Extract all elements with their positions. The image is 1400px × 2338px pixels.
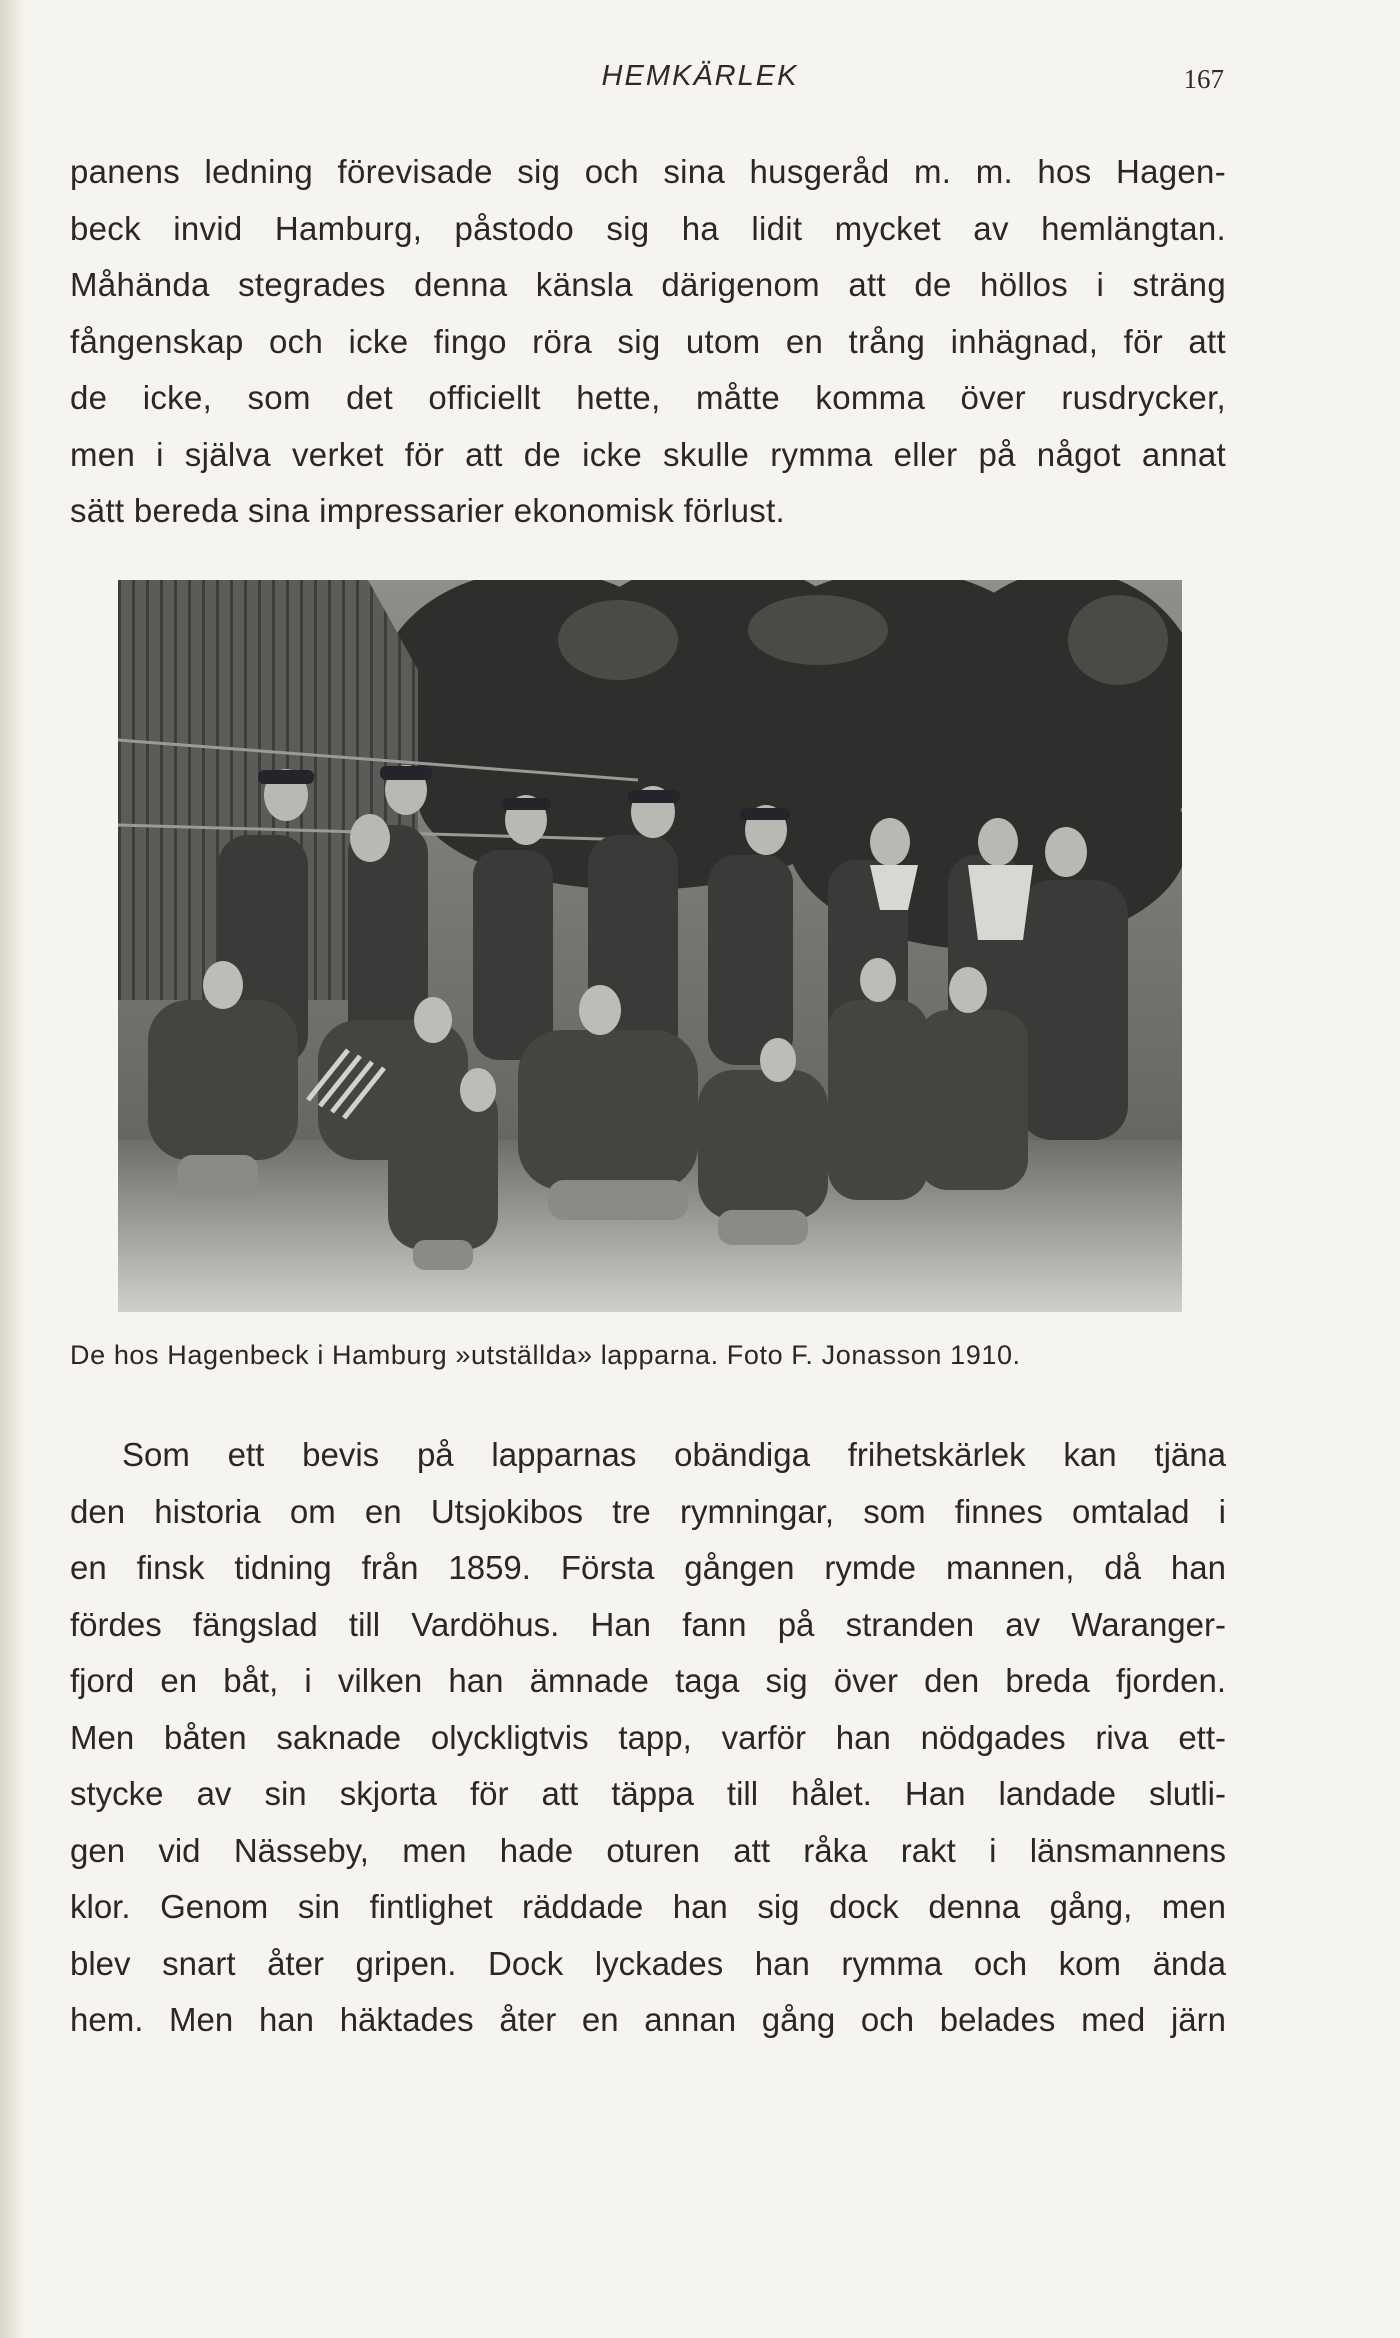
text-line: hem. Men han häktades åter en annan gång och belades med järn bbox=[70, 2001, 1226, 2038]
text-line: stycke av sin skjorta för att täppa till hålet. Han landade slutli- bbox=[70, 1775, 1226, 1812]
text-line: blev snart åter gripen. Dock lyckades han rymma och kom ända bbox=[70, 1944, 1226, 1982]
figure-caption: De hos Hagenbeck i Hamburg »utställda» lapparna. Foto F. Jonasson 1910. bbox=[70, 1340, 1021, 1370]
group-photograph bbox=[118, 580, 1182, 1312]
text-line: beck invid Hamburg, påstodo sig ha lidit mycket av hemlängtan. bbox=[70, 209, 1226, 247]
paragraph-2 bbox=[70, 1427, 1226, 2049]
text-line: men i själva verket för att de icke skulle rymma eller på något annat bbox=[70, 435, 1226, 473]
text-line: Men båten saknade olyckligtvis tapp, varför han nödgades riva ett- bbox=[70, 1718, 1226, 1756]
text-line: fjord en båt, i vilken han ämnade taga sig över den breda fjorden. bbox=[70, 1662, 1226, 1699]
running-title: HEMKÄRLEK bbox=[601, 60, 799, 92]
text-line: gen vid Nässeby, men hade oturen att råka rakt i länsmannens bbox=[70, 1831, 1226, 1869]
text-line: fångenskap och icke fingo röra sig utom en trång inhägnad, för att bbox=[70, 322, 1226, 360]
text-line: en finsk tidning från 1859. Första gången rymde mannen, då han bbox=[70, 1549, 1226, 1586]
text-line: den historia om en Utsjokibos tre rymningar, som finnes omtalad i bbox=[70, 1492, 1226, 1530]
page-spine-shadow bbox=[0, 0, 26, 2338]
text-line: sätt bereda sina impressarier ekonomisk förlust. bbox=[70, 492, 786, 529]
text-line: klor. Genom sin fintlighet räddade han sig dock denna gång, men bbox=[70, 1888, 1226, 1925]
paragraph-1 bbox=[70, 144, 1226, 540]
page-number: 167 bbox=[1183, 64, 1224, 94]
text-line: Som ett bevis på lapparnas obändiga frihetskärlek kan tjäna bbox=[122, 1436, 1226, 1473]
text-line: de icke, som det officiellt hette, måtte komma över rusdrycker, bbox=[70, 379, 1226, 416]
text-line: panens ledning förevisade sig och sina husgeråd m. m. hos Hagen- bbox=[70, 153, 1226, 190]
text-line: Måhända stegrades denna känsla därigenom att de höllos i sträng bbox=[70, 266, 1226, 303]
text-line: fördes fängslad till Vardöhus. Han fann på stranden av Waranger- bbox=[70, 1605, 1226, 1643]
